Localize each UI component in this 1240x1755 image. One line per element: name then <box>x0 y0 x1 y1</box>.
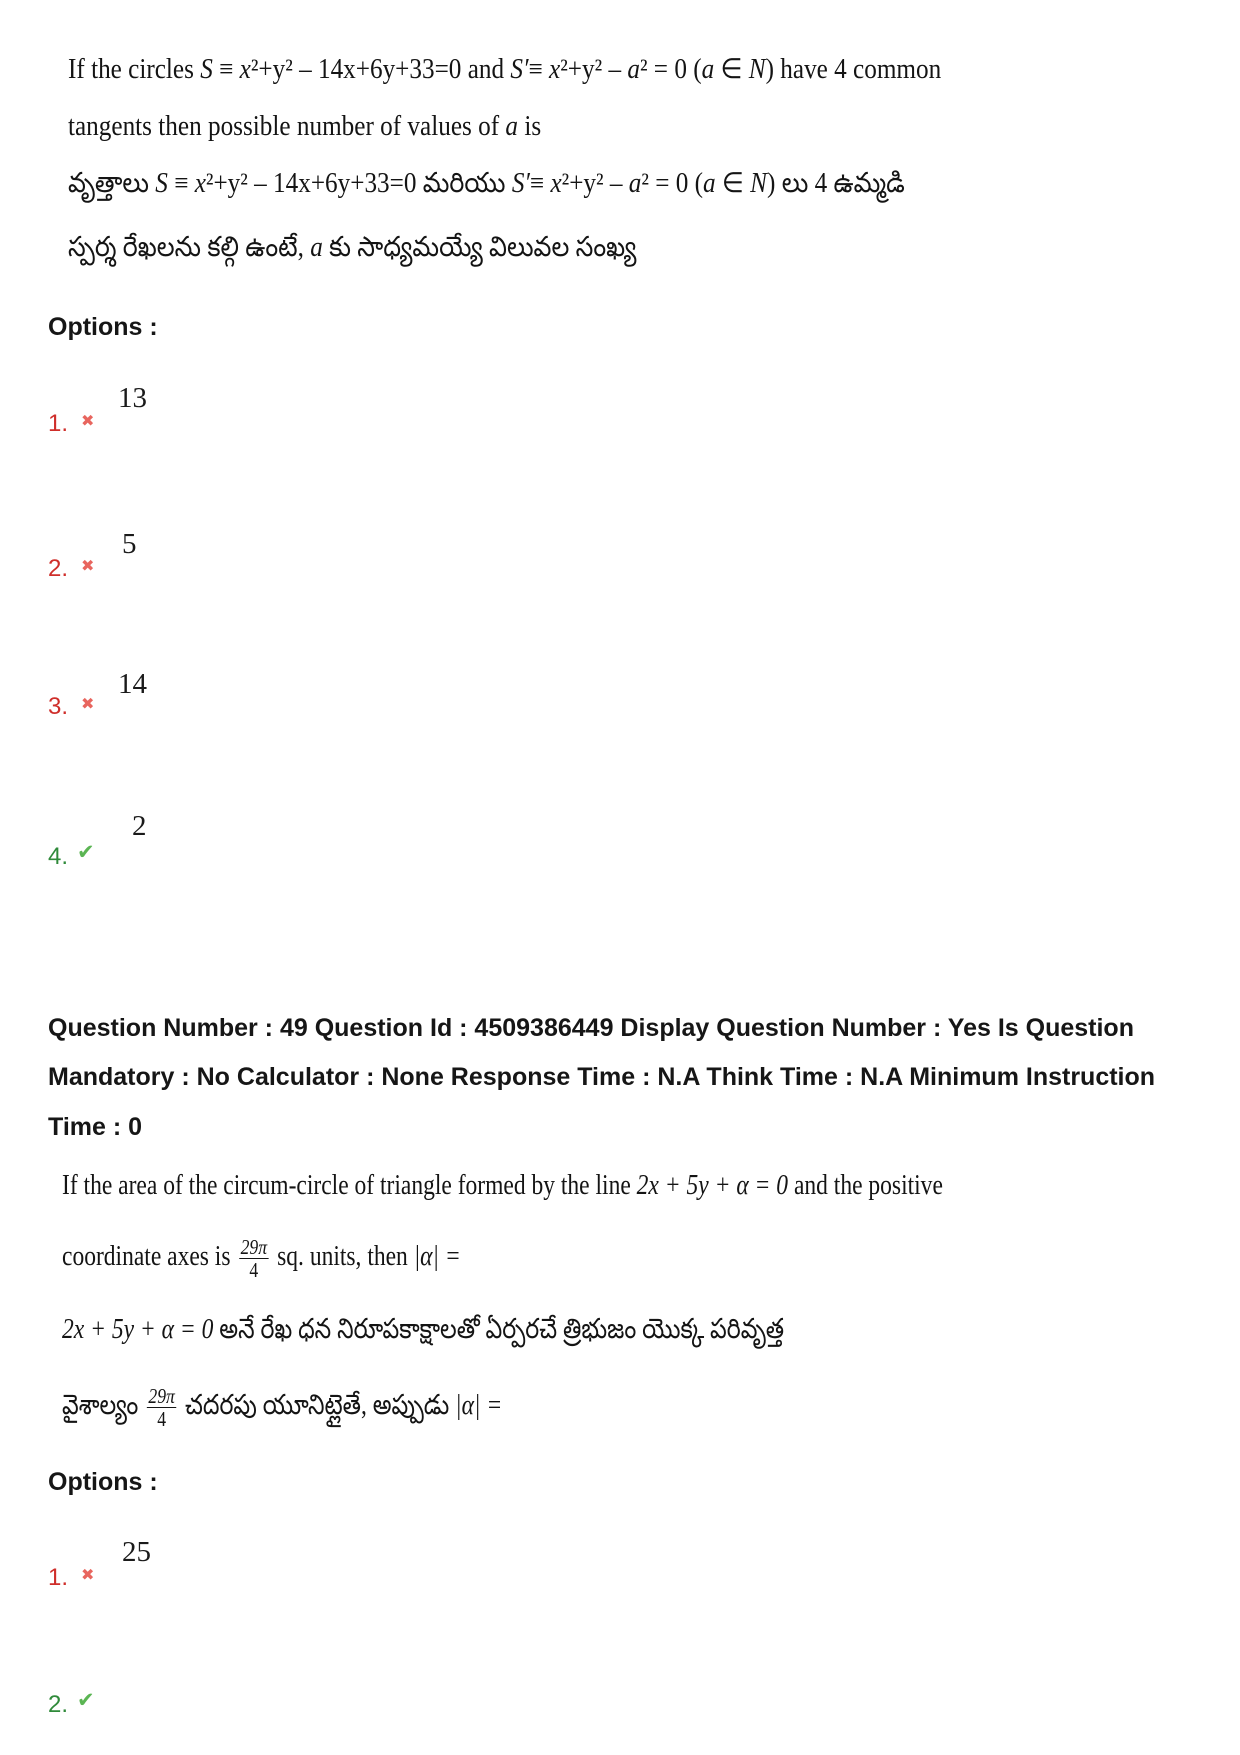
option-number: 3. <box>48 693 69 720</box>
option-number: 1. <box>48 1564 69 1591</box>
math-variable: N <box>750 168 768 199</box>
question-stem-line <box>68 109 541 145</box>
fraction-denominator: 4 <box>157 1407 167 1431</box>
math-variable: a <box>703 168 716 199</box>
math-expression: |α| = <box>413 1240 461 1272</box>
question-info-line: Time : 0 <box>48 1113 143 1141</box>
math-variable: S′ <box>511 168 530 199</box>
option-number: 1. <box>48 410 69 437</box>
math-expression: |α| = <box>455 1389 503 1421</box>
stem-text: కు సాధ్యమయ్యే విలువల సంఖ్య <box>322 232 637 263</box>
stem-text: coordinate axes is <box>62 1240 237 1272</box>
math-expression: ) <box>767 168 776 199</box>
math-expression: ²+y² – <box>561 168 629 199</box>
option-value: 25 <box>122 1536 151 1568</box>
stem-text: If the area of the circum-circle of triangle formed by the line <box>62 1170 637 1201</box>
math-expression: ∈ <box>714 54 749 85</box>
math-variable: a <box>505 111 519 142</box>
check-mark-icon <box>77 837 95 867</box>
math-expression: ) <box>765 54 774 85</box>
math-expression: ²+y² – 14x+6y+33=0 <box>205 168 417 199</box>
stem-text: చదరపు యూనిట్లైతే, అప్పుడు <box>179 1389 456 1421</box>
stem-text: స్పర్శ రేఖలను కల్గి ఉంటే, <box>68 232 311 263</box>
math-expression: ² = 0 ( <box>641 168 704 199</box>
math-expression: ² = 0 ( <box>639 54 702 85</box>
option-1 <box>48 382 147 439</box>
math-variable: a <box>627 54 640 85</box>
math-expression: ≡ <box>167 168 195 199</box>
option-value: 2 <box>132 810 147 842</box>
stem-text: వైశాల్యం <box>62 1389 145 1421</box>
stem-text: is <box>518 111 542 142</box>
stem-text: అనే రేఖ ధన నిరూపకాక్షాలతో ఏర్పరచే త్రిభుజం యొక్క పరివృత్త <box>213 1314 785 1345</box>
option-4 <box>48 810 147 872</box>
check-mark-icon <box>77 1685 95 1715</box>
fraction <box>147 1385 177 1430</box>
option-1 <box>48 1536 151 1593</box>
stem-text: and <box>461 54 511 85</box>
question-stem-line <box>68 52 941 88</box>
math-expression: ²+y² – <box>560 54 628 85</box>
question-info-line: Mandatory : No Calculator : None Response Time : N.A Think Time : N.A Minimum Instruction <box>48 1063 1156 1091</box>
question-stem-line-telugu <box>62 1312 784 1348</box>
cross-mark-icon <box>81 689 94 719</box>
math-variable: S <box>155 168 168 199</box>
math-variable: a <box>701 54 715 85</box>
fraction-numerator: 29π <box>148 1384 175 1408</box>
options-label: Options : <box>48 313 158 341</box>
fraction <box>239 1236 269 1281</box>
math-expression: ≡ <box>528 54 550 85</box>
math-variable: x <box>550 168 562 199</box>
math-variable: x <box>194 168 206 199</box>
stem-text: sq. units, then <box>271 1240 414 1272</box>
option-2 <box>48 1690 68 1720</box>
question-stem-line-telugu <box>68 166 905 202</box>
math-expression: 2x + 5y + α = 0 <box>62 1314 214 1345</box>
option-number: 2. <box>48 1691 69 1718</box>
option-value: 5 <box>122 528 137 560</box>
math-variable: S <box>200 54 213 85</box>
stem-text: and the positive <box>788 1170 943 1201</box>
question-stem-line-telugu <box>62 1385 502 1430</box>
math-variable: a <box>628 168 642 199</box>
math-variable: x <box>239 54 251 85</box>
cross-mark-icon <box>81 551 94 581</box>
option-number: 2. <box>48 555 69 582</box>
options-label: Options : <box>48 1468 158 1496</box>
fraction-numerator: 29π <box>240 1235 268 1259</box>
math-expression: ∈ <box>715 168 751 199</box>
stem-text: tangents then possible number of values of <box>68 111 506 142</box>
question-stem-line <box>62 1236 461 1281</box>
cross-mark-icon <box>81 406 94 436</box>
question-info-line: Question Number : 49 Question Id : 4509386449 Display Question Number : Yes Is Question <box>48 1014 1134 1042</box>
stem-text: వృత్తాలు <box>68 168 156 199</box>
math-variable: N <box>748 54 766 85</box>
option-value: 13 <box>118 382 147 414</box>
math-expression: ≡ <box>212 54 240 85</box>
option-number: 4. <box>48 843 69 870</box>
stem-text: If the circles <box>68 54 201 85</box>
option-2 <box>48 528 137 584</box>
option-value: 14 <box>118 668 147 700</box>
stem-text: లు 4 ఉమ్మడి <box>775 168 905 199</box>
question-stem-line-telugu <box>68 230 636 266</box>
option-3 <box>48 668 147 722</box>
math-expression: ≡ <box>529 168 551 199</box>
math-variable: x <box>549 54 561 85</box>
math-variable: S′ <box>510 54 529 85</box>
stem-text: మరియు <box>416 168 512 199</box>
stem-text: have 4 common <box>773 54 942 85</box>
math-expression: 2x + 5y + α = 0 <box>636 1170 789 1201</box>
question-stem-line <box>62 1168 943 1204</box>
fraction-denominator: 4 <box>249 1258 259 1282</box>
math-expression: ²+y² – 14x+6y+33=0 <box>250 54 462 85</box>
cross-mark-icon <box>81 1560 94 1590</box>
math-variable: a <box>310 232 323 263</box>
